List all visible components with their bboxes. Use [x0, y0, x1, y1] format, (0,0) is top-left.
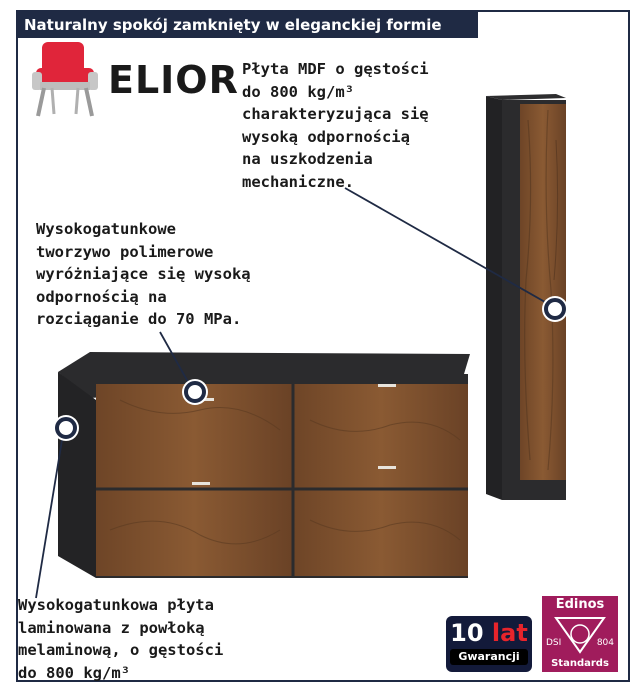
brand-logo-text: ELIOR [108, 58, 239, 102]
cert-label: Standards [551, 658, 609, 669]
cert-right-text: 804 [596, 638, 614, 648]
annotation-polymer: Wysokogatunkowe tworzywo polimerowe wyróżniające się wysoką odpornością na rozciąganie do 70 MPa. [36, 220, 251, 328]
tall-cabinet [486, 94, 566, 500]
low-cabinet [58, 352, 470, 578]
hotspot-polymer[interactable] [184, 381, 206, 403]
certification-badge [542, 596, 618, 672]
annotation-laminate: Wysokogatunkowa płyta laminowana z powłoką melaminową, o gęstości do 800 kg/m³ [18, 596, 224, 682]
annotation-mdf: Płyta MDF o gęstości do 800 kg/m³ charakteryzująca się wysoką odpornością na uszkodzenia mechaniczne. [242, 60, 429, 191]
cert-left-text: DSI [546, 638, 562, 648]
cert-emblem-icon [542, 614, 618, 656]
hotspot-laminate[interactable] [55, 417, 77, 439]
cert-brand: Edinos [555, 597, 605, 612]
hotspot-mdf[interactable] [544, 298, 566, 320]
warranty-badge [446, 616, 532, 672]
warranty-value: 10 [450, 619, 484, 647]
warranty-label: Gwarancji [450, 649, 528, 665]
page-title: Naturalny spokój zamknięty w eleganckiej formie [18, 12, 478, 38]
warranty-unit: lat [491, 619, 528, 647]
